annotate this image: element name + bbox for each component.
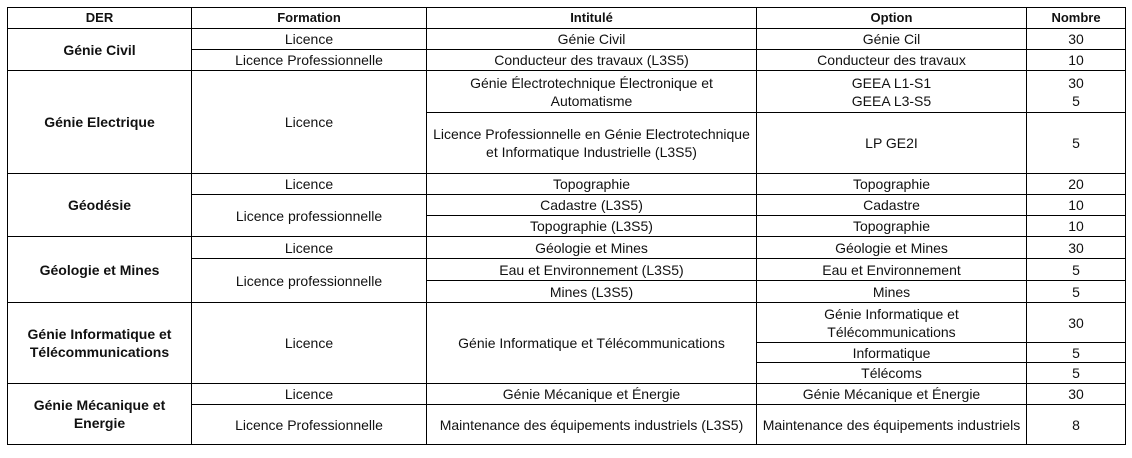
- header-option: Option: [757, 8, 1027, 29]
- formation-cell: Licence professionnelle: [192, 195, 427, 237]
- nombre-line: 5: [1072, 92, 1080, 109]
- option-cell: Eau et Environnement: [757, 259, 1027, 281]
- nombre-cell: 5: [1027, 259, 1126, 281]
- option-line: GEEA L3-S5: [851, 92, 932, 109]
- nombre-cell: 5: [1027, 281, 1126, 303]
- table-row: [8, 29, 1126, 50]
- nombre-cell: 8: [1027, 405, 1126, 445]
- intitule-cell: Génie Civil: [427, 29, 757, 50]
- intitule-cell: Génie Informatique et Télécommunications: [427, 303, 757, 384]
- header-nombre: Nombre: [1027, 8, 1126, 29]
- option-cell: Génie Cil: [757, 29, 1027, 50]
- nombre-cell: 10: [1027, 216, 1126, 237]
- nombre-cell: 30: [1027, 237, 1126, 259]
- formation-cell: Licence professionnelle: [192, 259, 427, 303]
- option-cell: Cadastre: [757, 195, 1027, 216]
- intitule-cell: Topographie: [427, 174, 757, 195]
- intitule-cell: Eau et Environnement (L3S5): [427, 259, 757, 281]
- option-cell: Télécoms: [757, 363, 1027, 384]
- formation-cell: Licence: [192, 174, 427, 195]
- formation-cell: Licence Professionnelle: [192, 405, 427, 445]
- table-row: [8, 174, 1126, 195]
- intitule-cell: Conducteur des travaux (L3S5): [427, 50, 757, 71]
- nombre-cell: 30: [1027, 303, 1126, 343]
- der-cell: Géodésie: [8, 174, 192, 237]
- intitule-cell: Génie Électrotechnique Électronique et Automatisme: [427, 71, 757, 113]
- formation-cell: Licence: [192, 303, 427, 384]
- formation-cell: Licence: [192, 29, 427, 50]
- der-cell: Géologie et Mines: [8, 237, 192, 303]
- header-intitule: Intitulé: [427, 8, 757, 29]
- option-cell: LP GE2I: [757, 113, 1027, 174]
- formation-cell: Licence Professionnelle: [192, 50, 427, 71]
- option-cell: Topographie: [757, 174, 1027, 195]
- nombre-cell: [1027, 71, 1126, 113]
- der-cell: Génie Mécanique et Energie: [8, 384, 192, 445]
- option-cell: Génie Informatique et Télécommunications: [757, 303, 1027, 343]
- formation-cell: Licence: [192, 71, 427, 174]
- der-cell: Génie Informatique et Télécommunications: [8, 303, 192, 384]
- nombre-cell: 5: [1027, 113, 1126, 174]
- intitule-cell: Géologie et Mines: [427, 237, 757, 259]
- der-cell: Génie Civil: [8, 29, 192, 71]
- table-row: [8, 71, 1126, 113]
- nombre-cell: 5: [1027, 343, 1126, 363]
- formations-table: [7, 7, 1126, 445]
- intitule-cell: Maintenance des équipements industriels (L3S5): [427, 405, 757, 445]
- option-cell: Informatique: [757, 343, 1027, 363]
- nombre-cell: 10: [1027, 195, 1126, 216]
- table-row: [8, 384, 1126, 405]
- intitule-cell: Génie Mécanique et Énergie: [427, 384, 757, 405]
- nombre-cell: 5: [1027, 363, 1126, 384]
- option-line: GEEA L1-S1: [851, 74, 932, 91]
- nombre-cell: 30: [1027, 384, 1126, 405]
- nombre-cell: 20: [1027, 174, 1126, 195]
- intitule-cell: Cadastre (L3S5): [427, 195, 757, 216]
- nombre-cell: 10: [1027, 50, 1126, 71]
- intitule-cell: Mines (L3S5): [427, 281, 757, 303]
- nombre-line: 30: [1068, 74, 1084, 91]
- intitule-cell: Topographie (L3S5): [427, 216, 757, 237]
- option-cell: Génie Mécanique et Énergie: [757, 384, 1027, 405]
- option-cell: Conducteur des travaux: [757, 50, 1027, 71]
- header-der: DER: [8, 8, 192, 29]
- header-row: [8, 8, 1126, 29]
- nombre-cell: 30: [1027, 29, 1126, 50]
- formation-cell: Licence: [192, 237, 427, 259]
- der-cell: Génie Electrique: [8, 71, 192, 174]
- option-cell: Géologie et Mines: [757, 237, 1027, 259]
- table-row: [8, 303, 1126, 343]
- table-row: [8, 237, 1126, 259]
- formation-cell: Licence: [192, 384, 427, 405]
- option-cell: Maintenance des équipements industriels: [757, 405, 1027, 445]
- option-cell: [757, 71, 1027, 113]
- intitule-cell: Licence Professionnelle en Génie Electrotechnique et Informatique Industrielle (L3S5): [427, 113, 757, 174]
- option-cell: Mines: [757, 281, 1027, 303]
- header-formation: Formation: [192, 8, 427, 29]
- option-cell: Topographie: [757, 216, 1027, 237]
